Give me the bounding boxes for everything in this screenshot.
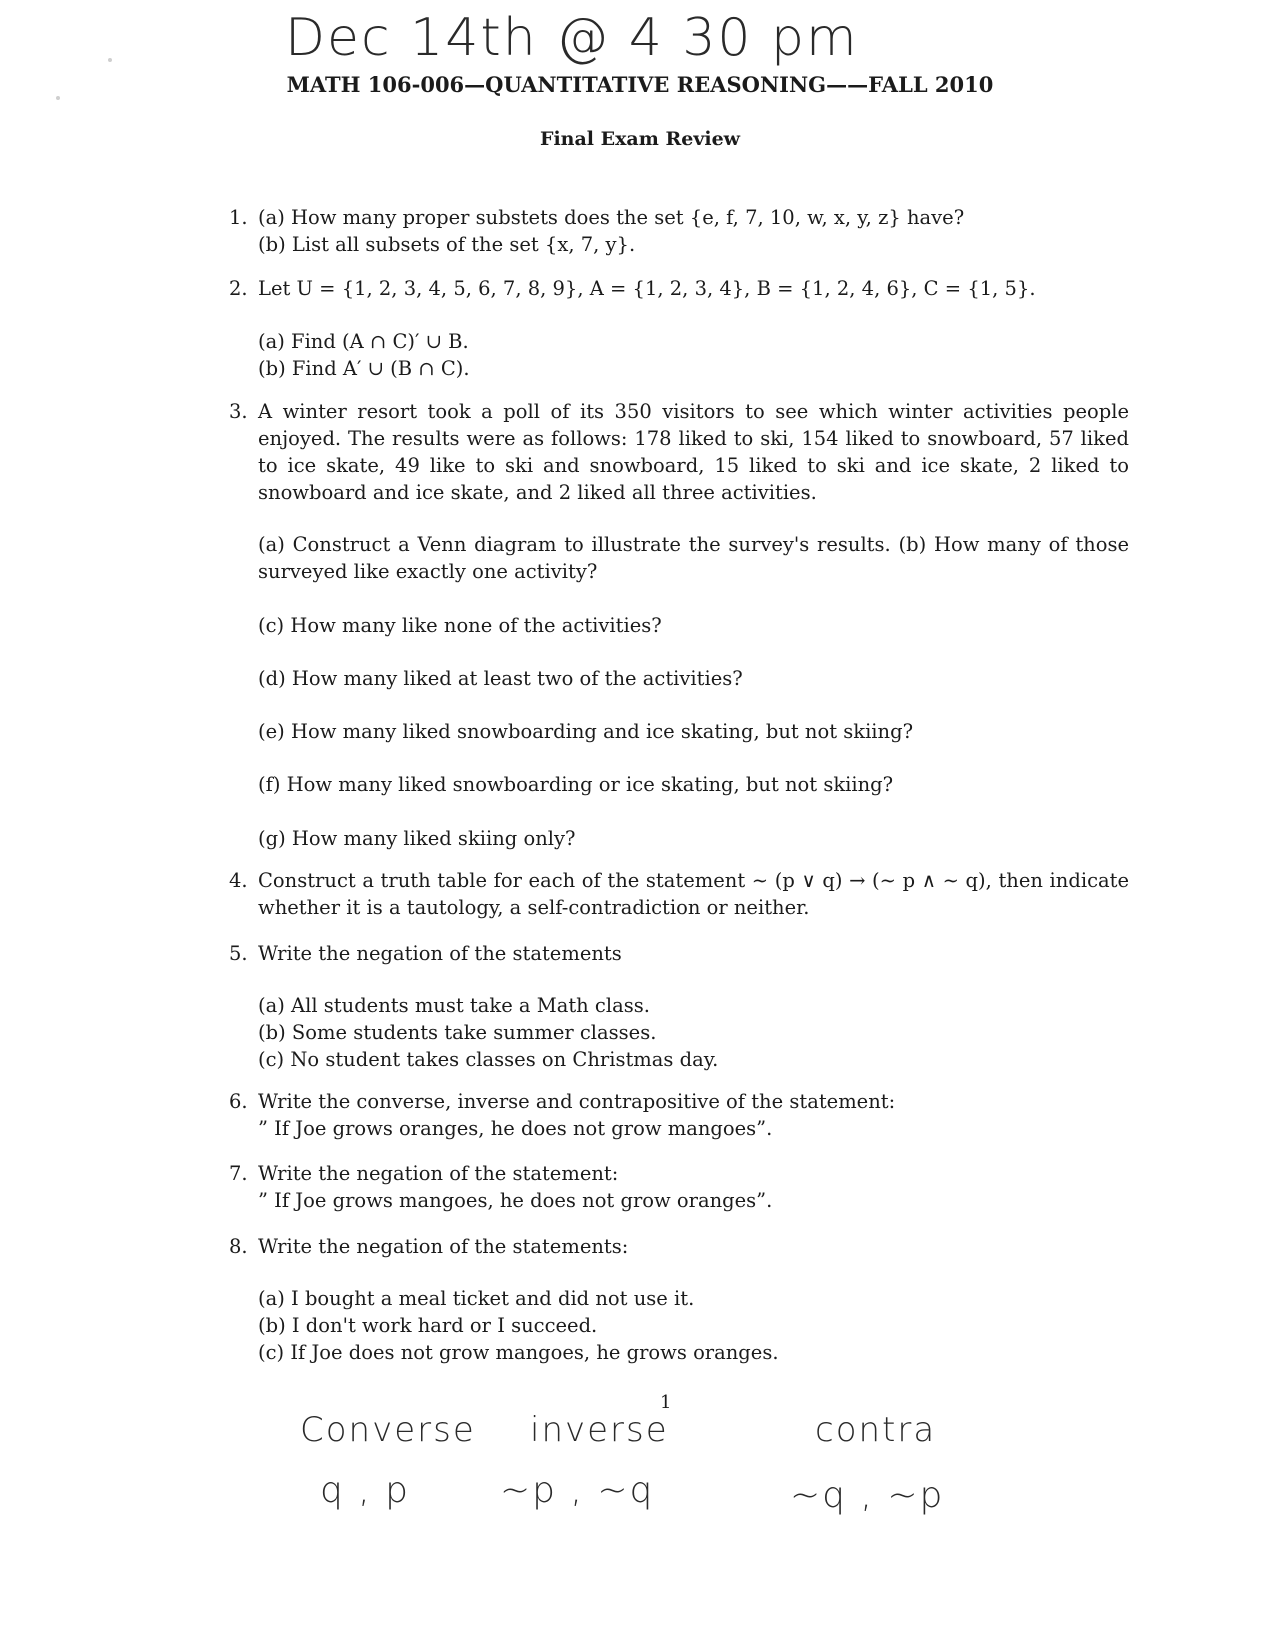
question-5-text: Write the negation of the statements bbox=[258, 942, 622, 965]
question-6-quote: ” If Joe grows oranges, he does not grow mangoes”. bbox=[258, 1117, 773, 1140]
question-3g: (g) How many liked skiing only? bbox=[258, 827, 576, 850]
question-1 bbox=[229, 204, 1129, 258]
question-2-text: Let U = {1, 2, 3, 4, 5, 6, 7, 8, 9}, A = {1, 2, 3, 4}, B = {1, 2, 4, 6}, C = {1, 5}. bbox=[258, 277, 1036, 300]
question-2b: (b) Find A′ ∪ (B ∩ C). bbox=[258, 357, 470, 380]
question-5a: (a) All students must take a Math class. bbox=[258, 994, 650, 1017]
question-8-text: Write the negation of the statements: bbox=[258, 1235, 629, 1258]
question-8c: (c) If Joe does not grow mangoes, he grows oranges. bbox=[258, 1341, 779, 1364]
question-number: 6. bbox=[229, 1090, 248, 1113]
question-3e: (e) How many liked snowboarding and ice skating, but not skiing? bbox=[258, 720, 914, 743]
handwritten-inverse-form: ~p , ~q bbox=[500, 1470, 655, 1511]
question-5-parts bbox=[258, 992, 1138, 1073]
question-5 bbox=[229, 940, 1129, 967]
question-1b: (b) List all subsets of the set {x, 7, y}. bbox=[258, 233, 636, 256]
question-3f: (f) How many liked snowboarding or ice skating, but not skiing? bbox=[258, 773, 894, 796]
question-8 bbox=[229, 1233, 1129, 1260]
question-number: 4. bbox=[229, 869, 248, 892]
question-5c: (c) No student takes classes on Christmas day. bbox=[258, 1048, 719, 1071]
question-7-quote: ” If Joe grows mangoes, he does not grow oranges”. bbox=[258, 1189, 773, 1212]
question-3d: (d) How many liked at least two of the activities? bbox=[258, 667, 743, 690]
handwritten-inverse-label: inverse bbox=[530, 1410, 669, 1450]
handwritten-contra-label: contra bbox=[815, 1410, 937, 1450]
question-8-parts bbox=[258, 1285, 1138, 1366]
question-number: 2. bbox=[229, 277, 248, 300]
question-number: 7. bbox=[229, 1162, 248, 1185]
question-3 bbox=[229, 398, 1129, 506]
question-2a: (a) Find (A ∩ C)′ ∪ B. bbox=[258, 330, 469, 353]
handwritten-converse-form: q , p bbox=[320, 1470, 411, 1511]
question-number: 8. bbox=[229, 1235, 248, 1258]
question-number: 1. bbox=[229, 206, 248, 229]
question-3ab: (a) Construct a Venn diagram to illustrate the survey's results. (b) How many of those surveyed like exactly one activity? bbox=[258, 533, 1129, 583]
question-7-text: Write the negation of the statement: bbox=[258, 1162, 619, 1185]
question-3c: (c) How many like none of the activities? bbox=[258, 614, 662, 637]
question-6 bbox=[229, 1088, 1129, 1142]
question-3-text: A winter resort took a poll of its 350 visitors to see which winter activities people enjoyed. The results were as follows: 178 liked to ski, 154 liked to snowboard, 57 liked to ice skate, 49 like to ski and snowboard, 15 liked to ski and ice skate, 2 liked to snowboard and ice skate, and 2 liked all three activities. bbox=[258, 400, 1129, 504]
question-4-text: Construct a truth table for each of the statement ∼ (p ∨ q) → (∼ p ∧ ∼ q), then indicate whether it is a tautology, a self-contradiction or neither. bbox=[258, 869, 1129, 919]
page-number: 1 bbox=[660, 1392, 672, 1413]
question-number: 5. bbox=[229, 942, 248, 965]
handwritten-converse-label: Converse bbox=[300, 1410, 476, 1450]
course-header: MATH 106-006—QUANTITATIVE REASONING——FALL 2010 bbox=[286, 72, 994, 97]
question-2 bbox=[229, 275, 1129, 302]
question-1a: (a) How many proper substets does the set {e, f, 7, 10, w, x, y, z} have? bbox=[258, 206, 965, 229]
question-number: 3. bbox=[229, 400, 248, 423]
question-8a: (a) I bought a meal ticket and did not use it. bbox=[258, 1287, 695, 1310]
question-5b: (b) Some students take summer classes. bbox=[258, 1021, 657, 1044]
question-8b: (b) I don't work hard or I succeed. bbox=[258, 1314, 598, 1337]
question-7 bbox=[229, 1160, 1129, 1214]
page-title: Final Exam Review bbox=[539, 128, 741, 150]
scan-speck bbox=[108, 58, 112, 62]
handwritten-contra-form: ~q , ~p bbox=[790, 1475, 945, 1516]
question-2-parts bbox=[258, 328, 1138, 382]
question-4 bbox=[229, 867, 1129, 921]
question-6-text: Write the converse, inverse and contrapositive of the statement: bbox=[258, 1090, 896, 1113]
handwritten-date-note: Dec 14th @ 4 30 pm bbox=[285, 8, 859, 68]
